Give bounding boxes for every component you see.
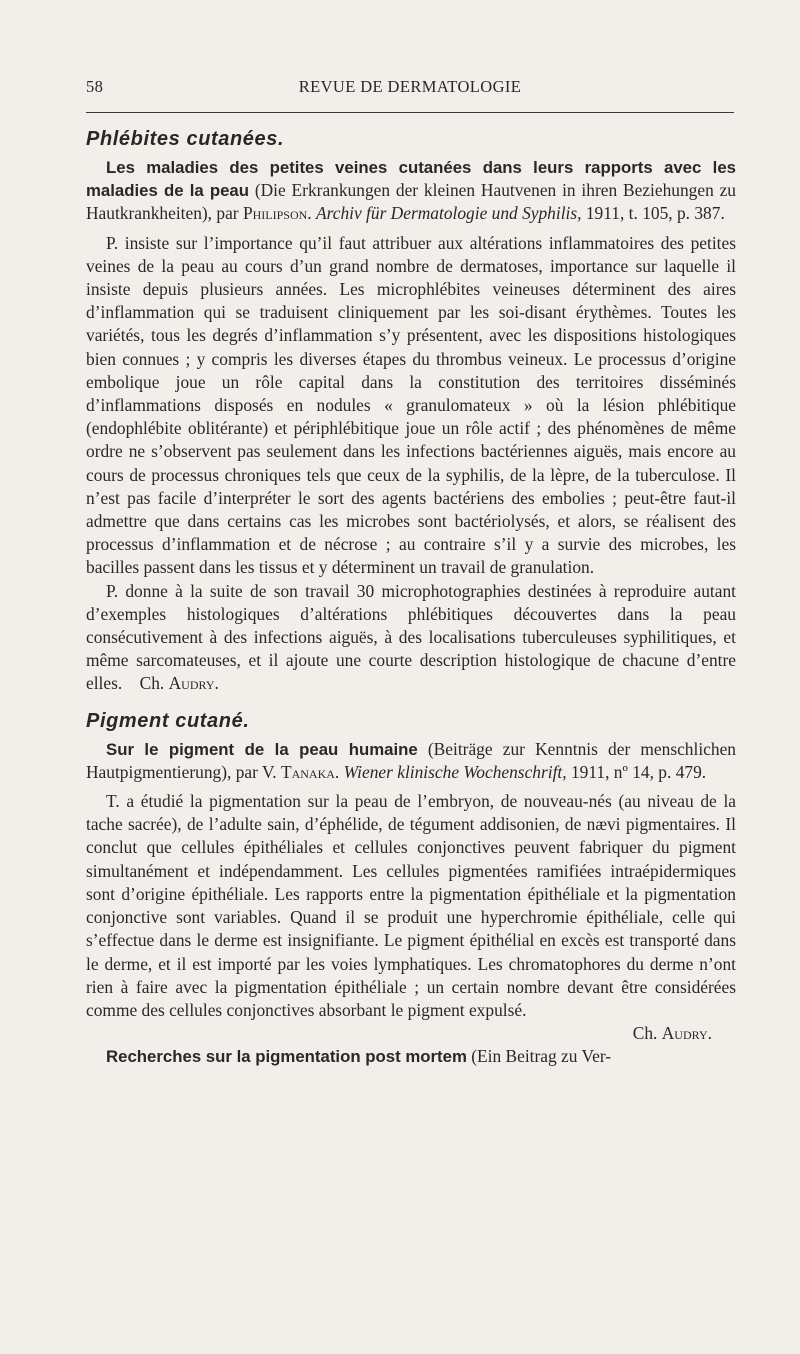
article-author-separator: . [334,761,344,782]
article-journal: Archiv für Dermatologie und Syphilis, [315,203,582,224]
article-subtitle: (Ein Beitrag zu Ver- [466,1046,612,1067]
article-author: Tanaka [280,761,335,782]
article-details: 1911, t. 105, p. 387. [581,203,725,224]
abstract-paragraph-last [86,580,736,696]
article-reference-trailing [86,1045,736,1068]
abstract-paragraph-text: P. donne à la suite de son travail 30 microphotographies destinées à reproduire autant d’exemples histologiques d’altérations phlébitiques découvertes dans la peau consécutivement à des infections aiguës, à des localisations tuberculeuses syphilitiques, et même sarcomateuses, et il ajoute une courte description histologique de chacune d’entre elles. [86,580,736,694]
article-title: Sur le pigment de la peau humaine [106,739,418,759]
signature-prefix: Ch. [139,673,169,694]
section-title-pigment: Pigment cutané. [86,709,250,732]
signature [86,1022,736,1045]
article-reference-tanaka [86,738,736,784]
signature-name: Audry. [168,673,219,694]
header-rule [86,112,734,113]
article-details: 1911, nº 14, p. 479. [566,761,707,782]
article-author: Philipson [242,203,308,224]
article-subtitle: (Beiträge zur Kenntnis der menschlichen Hautpigmentierung), par V. [86,738,736,782]
article-reference-philipson [86,156,736,226]
page-header [86,74,734,100]
abstract-paragraph: P. insiste sur l’importance qu’il faut attribuer aux altérations inflammatoires des petites veines de la peau au cours d’un grand nombre de dermatoses, importance sur laquelle il insiste depuis plusieurs années. Les microphlébites veineuses déterminent des aires d’inflammation qui se traduisent cliniquement par les soi-disant érythèmes. Toutes les variétés, tous les degrés d’inflammation s’y présentent, avec les dispositions histologiques bien connues ; y compris les diverses étapes du thrombus veineux. Le processus d’origine embolique joue un rôle capital dans la constitution des territoires disséminés d’inflammations disposés en nodules « granulomateux » où la lésion phlébitique (endophlébite oblitérante) et périphlébitique joue un rôle actif ; des phénomènes de même ordre ne s’observent pas seulement dans les infections bactériennes aiguës, mais encore au cours de processus chroniques tels que ceux de la syphilis, de la lèpre, de la tuberculose. Il n’est pas facile d’interpréter le sort des agents bactériens des embolies ; peut-être faut-il admettre que dans certains cas les microbes sont bactériolysés, et alors, se réalisent des processus d’inflammation et de nécrose ; au contraire s’il y a survie des microbes, les bacilles passent dans les tissus et y déterminent un travail de granulation. [86,232,736,578]
article-author-separator: . [307,203,316,224]
page-number: 58 [86,77,104,96]
running-head: REVUE DE DERMATOLOGIE [298,77,522,96]
signature-name: Audry. [661,1023,712,1044]
article-title: Recherches sur la pigmentation post mortem [106,1047,467,1067]
section-title-phlebites: Phlébites cutanées. [86,128,285,150]
article-journal: Wiener klinische Wochenschrift, [343,761,567,782]
article-subtitle: (Die Erkrankungen der kleinen Hautvenen in ihren Beziehungen zu Hautkrankheiten), par [86,180,737,224]
abstract-paragraph: T. a étudié la pigmentation sur la peau de l’embryon, de nouveau-nés (au niveau de la tache sacrée), de l’adulte sain, d’éphélide, de tégument addisonien, de nævi pigmentaires. Il conclut que cellules épithéliales et cellules conjonctives peuvent fabriquer du pigment simultanément et indépendamment. Les cellules pigmentées ramifiées intraépidermiques sont d’origine épithéliale. Les rapports entre la pigmentation épithéliale et la pigmentation conjonctive sont variables. Quand il se produit une hyperchromie épithéliale, celle qui s’effectue dans le derme est insignifiante. Le pigment épithélial en excès est transporté dans le derme, et il est importé par les voies lymphatiques. Les chromatophores du derme n’ont rien à faire avec la pigmentation épithéliale ; un certain nombre devant être considérées comme des cellules conjonctives absorbant le pigment expulsé. [86,791,736,1020]
page-content [86,122,736,1069]
signature-prefix: Ch. [632,1023,662,1044]
article-title: Les maladies des petites veines cutanées dans leurs rapports avec les maladies de la peau [86,158,736,201]
